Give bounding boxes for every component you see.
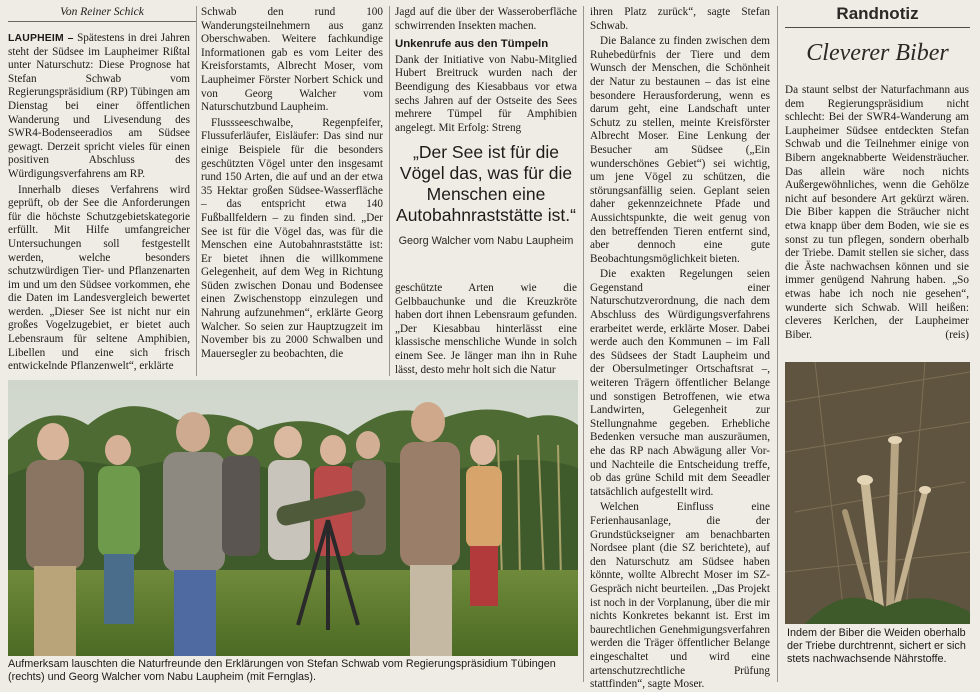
paragraph: Flussseeschwalbe, Regenpfeifer, Flussuferläufer, Eisläufer: Das sind nur einige Beispiele für die besonders geschützten Vögel unter den insgesamt rund 150 Arten, die auf und an der etwa 35 Hektar großen Südsee-Wasserfläche – das entspricht etwa 140 Fußballfeldern – zu finden sind. „Der See ist für die Vögel das, was für die Menschen eine Autobahnraststätte ist: Er bietet ihnen die willkommene Gelegenheit, auf dem Weg in Richtung Süden zwischen Donau und Bodensee einen Zwischenstopp einzulegen und Nahrung aufzunehmen“, erklärte Georg Walcher. So seien zur Hauptzugzeit im November bis zu 2000 Schwalben und Mauersegler zu beobachten, die <box>201 116 383 360</box>
author-signoff: (reis) <box>945 328 969 341</box>
paragraph: Dank der Initiative von Nabu-Mitglied Hubert Breitruck wurden nach der Beendigung des Kiesabbaus vor etwa sechs Jahren auf der Ostseite des Sees mehrere Tümpel für Amphibien angelegt. Mit Erfolg: Streng <box>395 53 577 134</box>
paragraph <box>785 84 969 342</box>
subheading: Unkenrufe aus den Tümpeln <box>395 38 549 51</box>
article-column-3-bottom <box>395 282 577 377</box>
paragraph: ihren Platz zurück“, sagte Stefan Schwab. <box>590 6 770 32</box>
pull-quote-text: „Der See ist für die Vögel das, was für die Menschen eine Autobahnraststätte ist.“ <box>396 142 576 225</box>
beaver-photo-illustration <box>785 362 970 624</box>
article-column-3-top <box>395 6 577 140</box>
paragraph: Die Balance zu finden zwischen dem Ruhebedürfnis der Tiere und dem Wunsch der Menschen, die Schönheit der Natur zu bestaunen – das ist eine besondere Herausforderung, wenn es darum geht, eine Landschaft unter Schutz zu stellen, meinte Kreisförster Albrecht Moser. Eine Lenkung der Besucher am Südsee („Ein wunderschönes Gebiet“) sei wichtig, um jene Vögel zu schützen, die störungsanfällig seien. Geplant seien daher gekennzeichnete Pfade und Aussichtspunkte, die weit genug von den betreffenden Tieren entfernt sind, aber dennoch eine gute Beobachtungsmöglichkeit bieten. <box>590 35 770 265</box>
paragraph: Innerhalb dieses Verfahrens wird geprüft, ob der See die Anforderungen für die höchste Schutzgebietskategorie erfüllt. Mit Hilfe umfangreicher Untersuchungen soll festgestellt werden, welche besonders schutzwürdigen Tier- und Pflanzenarten im und um den Südsee vorkommen, ehe die Daten im Landesvergleich bewertet werden. „Dieser See ist nicht nur ein großes Vogelzugebiet, er bietet auch Lebensraum für seltene Amphibien, Libellen und eine sich frisch entwickelnde Pflanzenwelt“, erklärte <box>8 183 190 373</box>
paragraph: Die exakten Regelungen seien Gegenstand einer Naturschutzverordnung, die nach dem Abschluss des Würdigungsverfahrens erarbeitet werde, erklärte Moser. Dabei werde auch den Kommunen – im Fall des Südsees der Stadt Laupheim und der Obersulmetinger Ortschaftsrat –, weiteren Trägern öffentlicher Belange und sonstigen Betroffenen, wie etwa Landwirten, Gelegenheit zur Stellungnahme gegeben. Erhebliche Bedenken versuche man auszuräumen, ehe das RP nach Abwägung aller Vor- und Nachteile die Entscheidung treffe, ob das grüne Schild mit dem Seeadler tatsächlich aufgestellt wird. <box>590 268 770 498</box>
group-photo-illustration <box>8 380 578 656</box>
randnotiz-title: Cleverer Biber <box>806 40 949 66</box>
pull-quote-source: Georg Walcher vom Nabu Laupheim <box>398 235 574 247</box>
paragraph: Welchen Einfluss eine Ferienhausanlage, die der Grundstückseigner am benachbarten Nordsee plant (die SZ berichtete), auf den Naturschutz am Südsee haben könnte, wollte Albrecht Moser im SZ-Gespräch nicht beurteilen. „Das Projekt ist noch in der Vorplanung, über die mir nichts Konkretes bekannt ist. Erst im baurechtlichen Genehmigungsverfahren werden die Träger öffentlicher Belange eingeschaltet und wird eine artenschutzrechtliche Prüfung stattfinden“, sagte Moser. <box>590 501 770 691</box>
paragraph-text: Da staunt selbst der Naturfachmann aus dem Regierungspräsidium nicht schlecht: Bei der SWR4-Wanderung am Laupheimer Südsee entdeckten Stefan Schwab und die Teilnehmer einige von Bibern angeknabberte Weidensträucher. Das allein wäre noch nichts Außergewöhnliches, wenn die Gehölze nicht auf besondere Art gekürzt wären. Die Biber kappen die Sträucher nicht etwa knapp über dem Boden, wie sie es sonst zu tun pflegen, sondern oberhalb der Triebe. Damit stellen sie sicher, dass die Äste nachwachsen können und sie immer genügend Nahrung haben. „So etwas habe ich noch nie gesehen“, wunderte sich Schwab. Will heißen: cleveres Kerlchen, der Laupheimer Biber. <box>785 84 969 341</box>
byline: Von Reiner Schick <box>8 6 196 22</box>
randnotiz-label: Randnotiz <box>785 4 970 28</box>
paragraph: geschützte Arten wie die Gelbbauchunke und die Kreuzkröte haben dort ihnen Lebensraum gefunden. „Der Kiesabbau hinterlässt eine klassische menschliche Wunde in solch einem See. Je länger man ihn in Ruhe lässt, desto mehr holt sich die Natur <box>395 282 577 376</box>
paragraph: Schwab den rund 100 Wanderungsteilnehmern aus ganz Oberschwaben. Weitere fachkundige Informationen gab es vom Leiter des Kreisforstamts, Albrecht Moser, vom Laupheimer Förster Norbert Schick und von Georg Walcher vom Naturschutzbund Laupheim. <box>201 6 383 114</box>
paragraph-text: Spätestens in drei Jahren steht der Südsee im Laupheimer Rißtal unter Naturschutz: Diese Prognose hat Stefan Schwab vom Regierungspräsidium (RP) Tübingen am Dienstag bei einer öffentlichen Wanderung und Livesendung des SWR4-Bodenseeradios am Südsee gewagt. Derzeit spricht vieles für einen positiven Abschluss des Würdigungsverfahrens am RP. <box>8 32 190 180</box>
article-column-4 <box>590 6 770 691</box>
beaver-photo <box>785 362 970 624</box>
dateline: LAUPHEIM – <box>8 33 74 44</box>
group-photo <box>8 380 578 656</box>
beaver-photo-caption: Indem der Biber die Weiden oberhalb der Triebe durchtrennt, sichert er sich stets nachwachsende Nährstoffe. <box>787 627 966 666</box>
article-column-2 <box>201 6 383 377</box>
column-rule <box>583 6 584 682</box>
article-column-1 <box>8 32 190 377</box>
column-rule <box>777 6 778 682</box>
column-rule <box>196 6 197 376</box>
paragraph <box>8 32 190 182</box>
group-photo-caption: Aufmerksam lauschten die Naturfreunde den Erklärungen von Stefan Schwab vom Regierungspräsidium Tübingen (rechts) und Georg Walcher vom Nabu Laupheim (mit Fernglas). <box>8 658 556 684</box>
paragraph: Jagd auf die über der Wasseroberfläche schwirrenden Insekten machen. <box>395 6 577 32</box>
column-rule <box>389 6 390 376</box>
randnotiz-text <box>785 84 969 352</box>
pull-quote <box>393 142 579 278</box>
